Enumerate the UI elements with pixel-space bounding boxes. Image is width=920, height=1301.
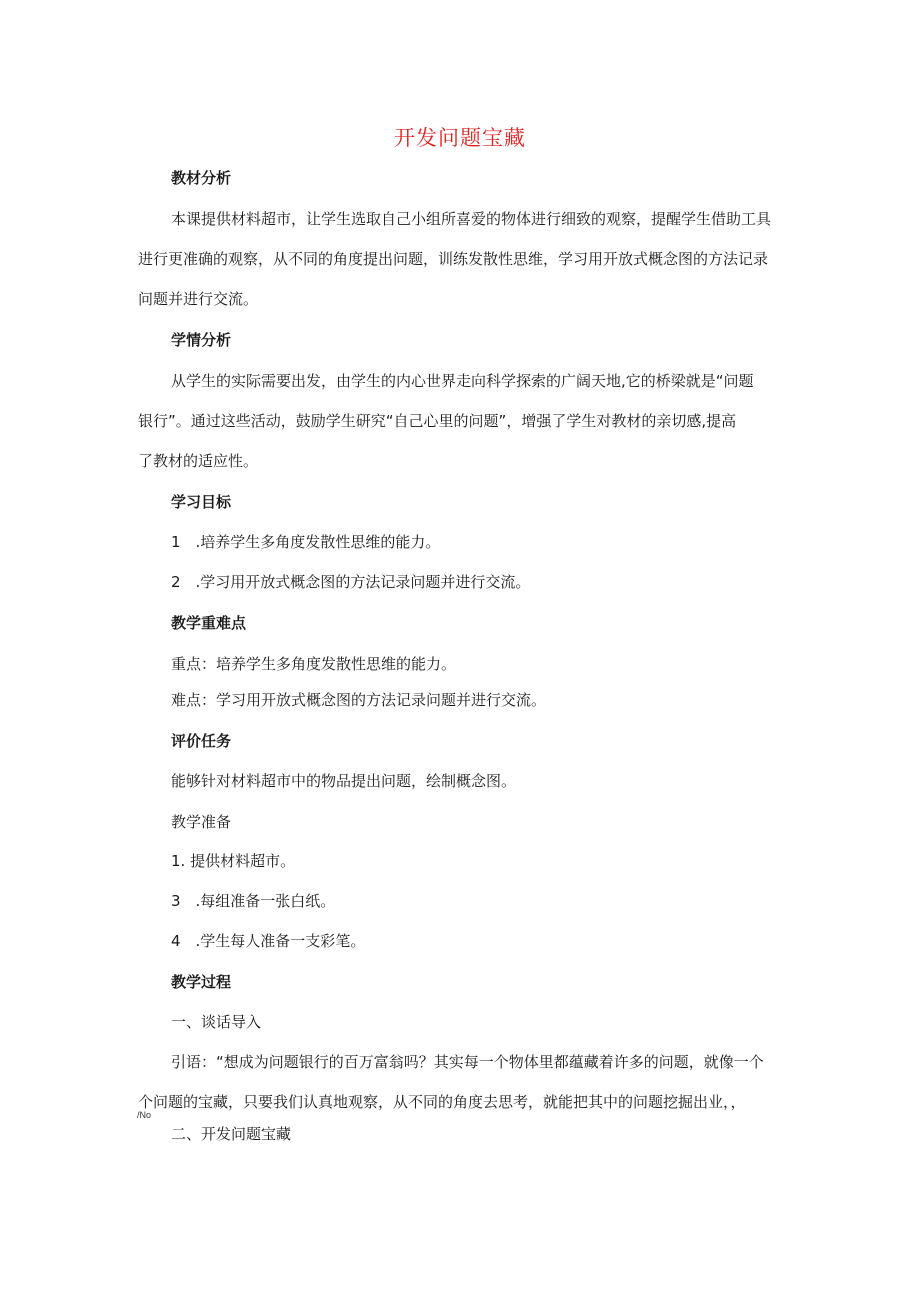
list-item: 2 .学习用开放式概念图的方法记录问题并进行交流。 <box>171 573 531 591</box>
step-two: 二、开发问题宝藏 <box>171 1125 292 1143</box>
paragraph-line: 了教材的适应性。 <box>138 452 259 470</box>
page-title: 开发问题宝藏 <box>394 126 526 150</box>
difficulty-text: 难点：学习用开放式概念图的方法记录问题并进行交流。 <box>171 691 547 709</box>
paragraph-line: 从学生的实际需要出发，由学生的内心世界走向科学探索的广阔天地,它的桥梁就是“问题 <box>171 372 754 390</box>
heading-evaluation: 评价任务 <box>171 732 232 750</box>
heading-process: 教学过程 <box>171 973 232 991</box>
quote-line: 引语：“想成为问题银行的百万富翁吗？其实每一个物体里都蕴藏着许多的问题，就像一个 <box>171 1053 764 1071</box>
list-item: 3 .每组准备一张白纸。 <box>171 892 336 910</box>
heading-student-analysis: 学情分析 <box>171 331 232 349</box>
heading-objectives: 学习目标 <box>171 493 232 511</box>
note-mark: /No <box>137 1110 152 1120</box>
paragraph-line: 本课提供材料超市，让学生选取自己小组所喜爱的物体进行细致的观察，提醒学生借助工具 <box>171 210 772 228</box>
list-item: 1 .培养学生多角度发散性思维的能力。 <box>171 533 441 551</box>
paragraph-line: 银行”。通过这些活动，鼓励学生研究“自己心里的问题”，增强了学生对教材的亲切感,提高 <box>138 412 737 430</box>
list-item: 4 .学生每人准备一支彩笔。 <box>171 932 366 950</box>
heading-key-points: 教学重难点 <box>171 614 247 632</box>
paragraph-line: 进行更准确的观察，从不同的角度提出问题，训练发散性思维，学习用开放式概念图的方法记录 <box>138 250 769 268</box>
heading-material-analysis: 教材分析 <box>171 169 232 187</box>
quote-line: 个问题的宝藏，只要我们认真地观察，从不同的角度去思考，就能把其中的问题挖掘出业，， <box>138 1093 746 1111</box>
focus-text: 重点：培养学生多角度发散性思维的能力。 <box>171 655 457 673</box>
heading-preparation: 教学准备 <box>171 813 232 831</box>
paragraph-line: 问题并进行交流。 <box>138 290 259 308</box>
list-item: 1. 提供材料超市。 <box>171 852 296 870</box>
step-one: 一、谈话导入 <box>171 1013 262 1031</box>
evaluation-text: 能够针对材料超市中的物品提出问题，绘制概念图。 <box>171 772 517 790</box>
